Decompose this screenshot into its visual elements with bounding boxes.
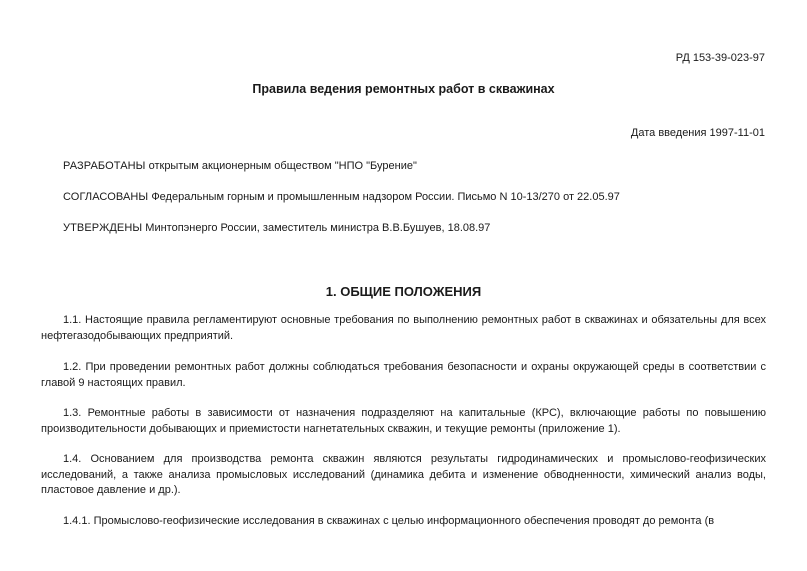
agreed-label: СОГЛАСОВАНЫ [63,191,149,203]
paragraph-1-4: 1.4. Основанием для производства ремонта скважин являются результаты гидродинамических и промыслово-геофизических исследований, а также анализа промысловых исследований (динамика дебита и изменение обводненности, химический анализ воды, пластовое давление и др.). [41,453,766,496]
developed-label: РАЗРАБОТАНЫ [63,160,146,172]
agreed-text: Федеральным горным и промышленным надзором России. Письмо N 10-13/270 от 22.05.97 [148,191,620,203]
developed-by-line [63,160,417,172]
section-heading: 1. ОБЩИЕ ПОЛОЖЕНИЯ [325,284,482,299]
approved-label: УТВЕРЖДЕНЫ [63,222,143,234]
paragraph-1-2: 1.2. При проведении ремонтных работ должны соблюдаться требования безопасности и охраны окружающей среды в соответствии с главой 9 настоящих правил. [41,361,766,389]
approved-text: Минтопэнерго России, заместитель министра В.В.Бушуев, 18.08.97 [142,222,491,234]
agreed-by-line [63,191,620,203]
document-code: РД 153-39-023-97 [675,52,765,64]
introduction-date: Дата введения 1997-11-01 [630,127,765,139]
paragraph-1-4-1: 1.4.1. Промыслово-геофизические исследования в скважинах с целью информационного обеспечения проводят до ремонта (в [63,515,715,527]
paragraph-1-3: 1.3. Ремонтные работы в зависимости от назначения подразделяют на капитальные (КРС), включающие работы по повышению производительности добывающих и приемистости нагнетательных скважин, и текущие ремонты (приложение 1). [41,407,766,435]
approved-by-line [63,222,490,234]
document-title: Правила ведения ремонтных работ в скважинах [252,82,555,96]
developed-text: открытым акционерным обществом "НПО "Бурение" [145,160,417,172]
paragraph-1-1: 1.1. Настоящие правила регламентируют основные требования по выполнению ремонтных работ в скважинах и обязательны для всех нефтегазодобывающих предприятий. [41,314,766,342]
